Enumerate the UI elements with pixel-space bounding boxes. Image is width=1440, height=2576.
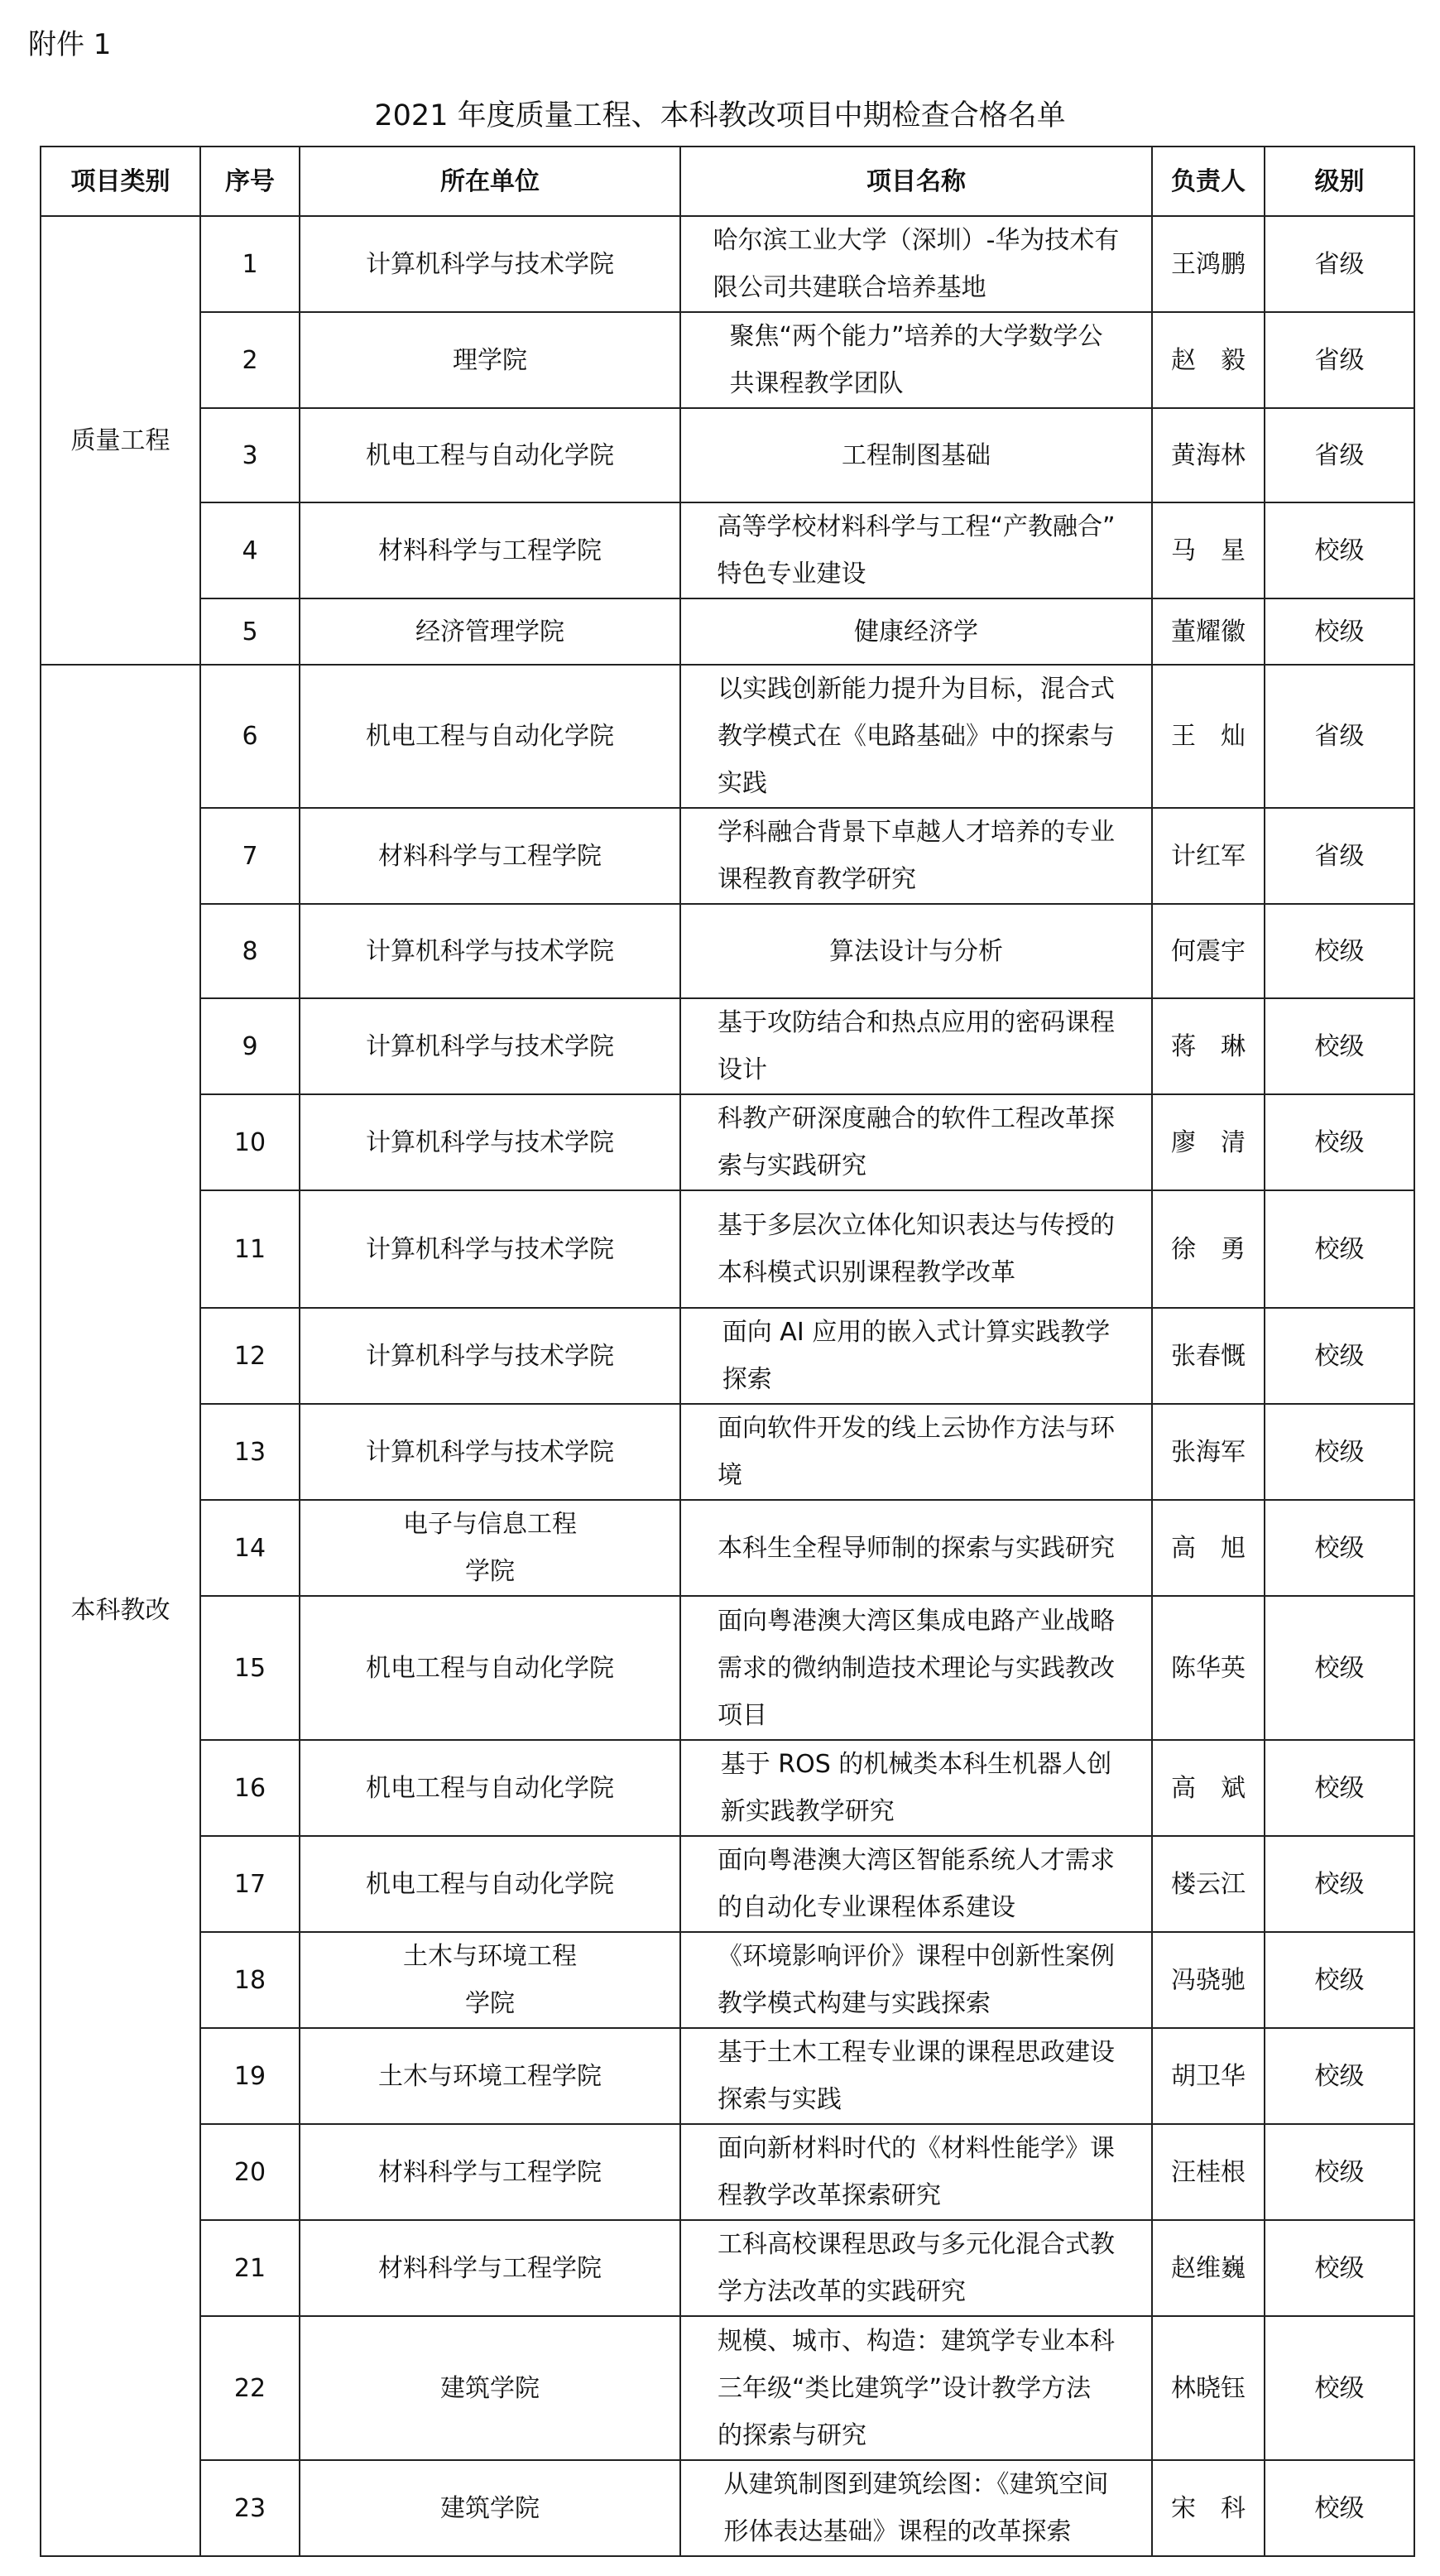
qualified-projects-table [40,146,1415,2557]
leader-cell: 何震宇 [1152,904,1265,998]
unit-cell [300,1190,680,1308]
project-name-line: 本科生全程导师制的探索与实践研究 [718,1533,1115,1563]
project-name-cell [680,665,1152,808]
leader-cell: 马 星 [1152,502,1265,598]
project-name-cell [680,2028,1152,2124]
project-name-line: 从建筑制图到建筑绘图：《建筑空间 [723,2470,1109,2499]
number-cell: 10 [200,1094,300,1190]
category-cell: 本科教改 [41,665,200,2556]
leader-cell: 王鸿鹏 [1152,216,1265,312]
leader-cell: 董耀徽 [1152,598,1265,665]
unit-cell [300,1404,680,1500]
header-level: 级别 [1265,147,1414,216]
unit-line: 学院 [465,1989,515,2018]
level-cell: 校级 [1265,2028,1414,2124]
project-name-line: 实践 [718,769,767,798]
unit-line: 建筑学院 [440,2493,540,2523]
project-name-line: 聚焦“两个能力”培养的大学数学公 [729,322,1103,351]
number-cell: 9 [200,998,300,1094]
level-cell: 校级 [1265,2124,1414,2220]
project-name-line: 学方法改革的实践研究 [718,2277,966,2306]
level-cell: 校级 [1265,1308,1414,1404]
unit-cell [300,408,680,502]
project-name-line: 项目 [718,1700,767,1730]
unit-cell [300,1596,680,1740]
unit-cell [300,502,680,598]
number-cell: 15 [200,1596,300,1740]
project-name-cell [680,502,1152,598]
unit-cell [300,1308,680,1404]
project-name-cell [680,216,1152,312]
project-name-cell [680,1094,1152,1190]
unit-line: 材料科学与工程学院 [378,2253,602,2283]
unit-cell [300,312,680,408]
table-row [41,1094,1414,1190]
leader-cell: 楼云江 [1152,1836,1265,1932]
project-name-cell [680,808,1152,904]
project-name-cell [680,2316,1152,2460]
table-row [41,1836,1414,1932]
project-name-cell [680,312,1152,408]
leader-cell: 徐 勇 [1152,1190,1265,1308]
level-cell: 校级 [1265,1740,1414,1836]
number-cell: 2 [200,312,300,408]
project-name-line: 算法设计与分析 [829,936,1003,966]
level-cell: 省级 [1265,665,1414,808]
leader-cell: 张海军 [1152,1404,1265,1500]
project-name-line: 形体表达基础》课程的改革探索 [723,2517,1072,2546]
leader-cell: 陈华英 [1152,1596,1265,1740]
project-name-line: 特色专业建设 [717,560,866,589]
project-name-line: 面向新材料时代的《材料性能学》课 [718,2134,1115,2163]
project-name-line: 基于土木工程专业课的课程思政建设 [718,2038,1115,2067]
unit-line: 机电工程与自动化学院 [366,1869,614,1899]
unit-cell [300,2124,680,2220]
leader-cell: 张春慨 [1152,1308,1265,1404]
table-row [41,1308,1414,1404]
table-row [41,2220,1414,2316]
project-name-cell [680,1190,1152,1308]
table-header-row [41,147,1414,216]
project-name-line: 面向 AI 应用的嵌入式计算实践教学 [722,1318,1111,1347]
project-name-cell [680,1740,1152,1836]
level-cell: 校级 [1265,1190,1414,1308]
unit-line: 理学院 [453,345,527,375]
project-name-cell [680,2124,1152,2220]
leader-cell: 高 斌 [1152,1740,1265,1836]
number-cell: 12 [200,1308,300,1404]
table-row [41,1190,1414,1308]
project-name-line: 限公司共建联合培养基地 [713,273,986,302]
project-name-line: 需求的微纳制造技术理论与实践教改 [718,1653,1115,1683]
leader-cell: 蒋 琳 [1152,998,1265,1094]
unit-line: 土木与环境工程 [403,1942,577,1971]
leader-cell: 王 灿 [1152,665,1265,808]
table-row [41,1596,1414,1740]
project-name-line: 工科高校课程思政与多元化混合式教 [718,2230,1115,2259]
project-name-line: 《环境影响评价》课程中创新性案例 [718,1942,1115,1971]
unit-line: 计算机科学与技术学院 [366,1437,614,1467]
project-name-line: 面向粤港澳大湾区智能系统人才需求 [718,1846,1115,1875]
number-cell: 14 [200,1500,300,1596]
number-cell: 11 [200,1190,300,1308]
project-name-line: 面向粤港澳大湾区集成电路产业战略 [718,1606,1115,1636]
unit-cell [300,2460,680,2556]
project-name-line: 程教学改革探索研究 [718,2181,941,2210]
table-row [41,1404,1414,1500]
table-row [41,598,1414,665]
unit-line: 机电工程与自动化学院 [366,1653,614,1683]
project-name-line: 新实践教学研究 [720,1797,895,1826]
leader-cell: 胡卫华 [1152,2028,1265,2124]
level-cell: 省级 [1265,312,1414,408]
table-row [41,2028,1414,2124]
project-name-line: 以实践创新能力提升为目标，混合式 [718,675,1115,704]
project-name-line: 哈尔滨工业大学（深圳）-华为技术有 [713,226,1120,255]
number-cell: 20 [200,2124,300,2220]
level-cell: 校级 [1265,1500,1414,1596]
level-cell: 校级 [1265,904,1414,998]
level-cell: 校级 [1265,1932,1414,2028]
table-row [41,808,1414,904]
number-cell: 13 [200,1404,300,1500]
unit-line: 机电工程与自动化学院 [366,1773,614,1803]
project-name-line: 面向软件开发的线上云协作方法与环 [718,1414,1115,1443]
level-cell: 校级 [1265,2460,1414,2556]
unit-line: 经济管理学院 [415,617,564,646]
project-name-cell [680,2460,1152,2556]
unit-line: 计算机科学与技术学院 [366,1341,614,1371]
unit-cell [300,1094,680,1190]
table-row [41,2124,1414,2220]
unit-cell [300,1500,680,1596]
unit-line: 材料科学与工程学院 [378,536,602,565]
unit-line: 计算机科学与技术学院 [366,1234,614,1264]
project-name-line: 教学模式构建与实践探索 [718,1989,991,2018]
unit-cell [300,904,680,998]
number-cell: 17 [200,1836,300,1932]
table-row [41,216,1414,312]
leader-cell: 黄海林 [1152,408,1265,502]
project-name-line: 教学模式在《电路基础》中的探索与 [718,722,1115,751]
project-name-cell [680,1500,1152,1596]
project-name-line: 探索与实践 [718,2085,842,2114]
unit-cell [300,1740,680,1836]
number-cell: 16 [200,1740,300,1836]
table-row [41,502,1414,598]
project-name-cell [680,1596,1152,1740]
project-name-line: 规模、城市、构造：建筑学专业本科 [718,2326,1115,2356]
unit-cell [300,2028,680,2124]
table-row [41,904,1414,998]
unit-line: 电子与信息工程 [403,1510,577,1539]
project-name-cell [680,2220,1152,2316]
number-cell: 5 [200,598,300,665]
leader-cell: 宋 科 [1152,2460,1265,2556]
header-number: 序号 [200,147,300,216]
header-leader: 负责人 [1152,147,1265,216]
number-cell: 1 [200,216,300,312]
number-cell: 8 [200,904,300,998]
project-name-line: 本科模式识别课程教学改革 [718,1258,1015,1287]
project-name-line: 基于攻防结合和热点应用的密码课程 [718,1008,1115,1037]
table-row [41,2316,1414,2460]
leader-cell: 林晓钰 [1152,2316,1265,2460]
project-name-line: 三年级“类比建筑学”设计教学方法 [718,2373,1092,2403]
header-category: 项目类别 [41,147,200,216]
unit-cell [300,998,680,1094]
unit-line: 计算机科学与技术学院 [366,1031,614,1061]
project-name-cell [680,1932,1152,2028]
header-project-name: 项目名称 [680,147,1152,216]
number-cell: 7 [200,808,300,904]
level-cell: 校级 [1265,502,1414,598]
table-row [41,2460,1414,2556]
project-name-line: 探索 [722,1365,772,1394]
unit-cell [300,1836,680,1932]
level-cell: 校级 [1265,598,1414,665]
attachment-label: 附件 1 [28,28,112,61]
level-cell: 校级 [1265,1836,1414,1932]
leader-cell: 冯骁驰 [1152,1932,1265,2028]
level-cell: 校级 [1265,2220,1414,2316]
project-name-line: 健康经济学 [854,617,978,646]
unit-line: 计算机科学与技术学院 [366,1127,614,1157]
unit-cell [300,808,680,904]
project-name-line: 高等学校材料科学与工程“产教融合” [717,512,1116,541]
unit-line: 土木与环境工程学院 [378,2061,602,2091]
leader-cell: 赵维巍 [1152,2220,1265,2316]
unit-line: 材料科学与工程学院 [378,2157,602,2187]
table-row [41,1932,1414,2028]
unit-line: 计算机科学与技术学院 [366,936,614,966]
level-cell: 校级 [1265,1404,1414,1500]
level-cell: 校级 [1265,2316,1414,2460]
project-name-line: 索与实践研究 [718,1151,866,1180]
leader-cell: 计红军 [1152,808,1265,904]
project-name-cell [680,1308,1152,1404]
unit-line: 学院 [465,1557,515,1586]
number-cell: 4 [200,502,300,598]
unit-cell [300,1932,680,2028]
project-name-line: 的自动化专业课程体系建设 [718,1893,1015,1922]
number-cell: 23 [200,2460,300,2556]
number-cell: 22 [200,2316,300,2460]
project-name-cell [680,598,1152,665]
project-name-cell [680,1836,1152,1932]
document-title: 2021 年度质量工程、本科教改项目中期检查合格名单 [374,99,1066,132]
number-cell: 19 [200,2028,300,2124]
unit-line: 计算机科学与技术学院 [366,249,614,279]
unit-line: 材料科学与工程学院 [378,841,602,871]
project-name-line: 基于 ROS 的机械类本科生机器人创 [720,1750,1112,1779]
header-unit: 所在单位 [300,147,680,216]
unit-cell [300,2316,680,2460]
level-cell: 省级 [1265,216,1414,312]
project-name-line: 基于多层次立体化知识表达与传授的 [718,1211,1115,1240]
project-name-line: 共课程教学团队 [729,369,904,398]
table-row [41,1740,1414,1836]
number-cell: 21 [200,2220,300,2316]
project-name-cell [680,904,1152,998]
table-row [41,998,1414,1094]
unit-cell [300,216,680,312]
leader-cell: 廖 清 [1152,1094,1265,1190]
project-name-line: 设计 [718,1055,767,1084]
project-name-cell [680,1404,1152,1500]
project-name-line: 工程制图基础 [842,440,991,470]
project-name-line: 境 [718,1461,742,1490]
level-cell: 省级 [1265,408,1414,502]
project-name-line: 科教产研深度融合的软件工程改革探 [718,1104,1115,1133]
unit-line: 机电工程与自动化学院 [366,440,614,470]
unit-line: 建筑学院 [440,2373,540,2403]
number-cell: 18 [200,1932,300,2028]
unit-cell [300,665,680,808]
table-row [41,312,1414,408]
table-row [41,665,1414,808]
project-name-line: 课程教育教学研究 [718,865,916,894]
table-row [41,408,1414,502]
number-cell: 3 [200,408,300,502]
level-cell: 校级 [1265,998,1414,1094]
leader-cell: 高 旭 [1152,1500,1265,1596]
project-name-line: 的探索与研究 [718,2420,866,2450]
project-name-line: 学科融合背景下卓越人才培养的专业 [718,818,1115,847]
number-cell: 6 [200,665,300,808]
level-cell: 校级 [1265,1596,1414,1740]
project-name-cell [680,998,1152,1094]
table-row [41,1500,1414,1596]
category-cell: 质量工程 [41,216,200,665]
leader-cell: 赵 毅 [1152,312,1265,408]
unit-cell [300,2220,680,2316]
project-name-cell [680,408,1152,502]
unit-cell [300,598,680,665]
level-cell: 校级 [1265,1094,1414,1190]
level-cell: 省级 [1265,808,1414,904]
leader-cell: 汪桂根 [1152,2124,1265,2220]
unit-line: 机电工程与自动化学院 [366,722,614,751]
